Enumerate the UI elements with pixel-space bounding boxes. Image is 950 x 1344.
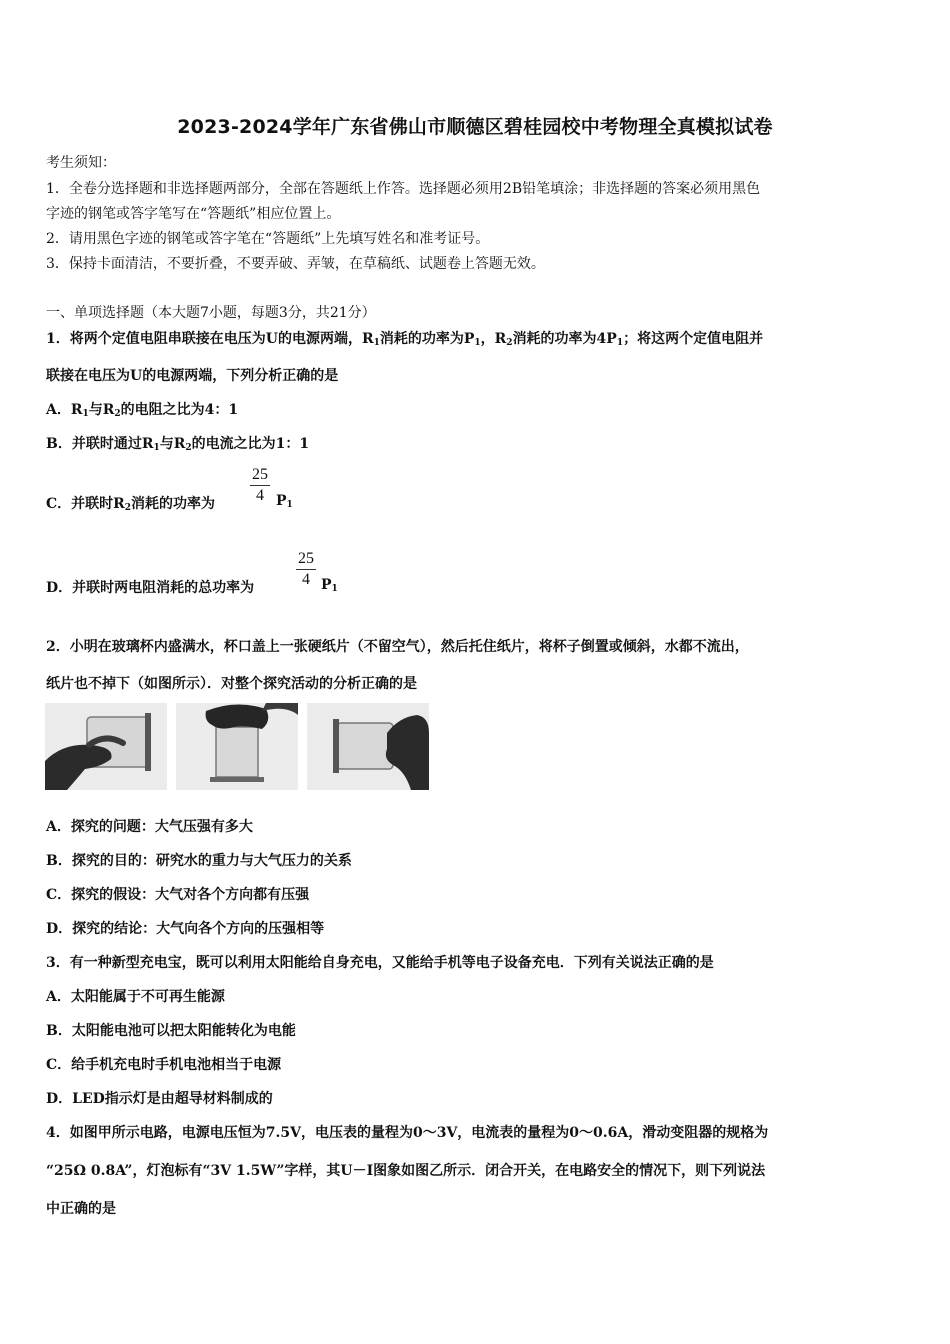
q2-option-a: A．探究的问题：大气压强有多大 bbox=[46, 819, 253, 835]
q1-option-d: D．并联时两电阻消耗的总功率为 bbox=[46, 580, 255, 596]
q4-stem-line1: 4．如图甲所示电路，电源电压恒为7.5V，电压表的量程为0～3V，电流表的量程为0～0.6A，滑动变阻器的规格为 bbox=[46, 1125, 769, 1141]
q1-option-a: A．$R_1$与$R_2$的电阻之比为4：1 bbox=[46, 402, 239, 419]
q4-stem-line2: “25Ω 0.8A”，灯泡标有“3V 1.5W”字样，其U－I图象如图乙所示．闭合开关，在电路安全的情况下，则下列说法 bbox=[46, 1163, 766, 1179]
notice-heading: 考生须知： bbox=[46, 155, 116, 171]
q1-option-c: C．并联时$R_2$消耗的功率为 bbox=[46, 496, 216, 513]
q2-option-d: D．探究的结论：大气向各个方向的压强相等 bbox=[46, 921, 325, 937]
notice-item: 字迹的钢笔或答字笔写在“答题纸”相应位置上。 bbox=[46, 206, 341, 222]
section-heading: 一、单项选择题（本大题7小题，每题3分，共21分） bbox=[46, 305, 376, 321]
q2-stem-line1: 2．小明在玻璃杯内盛满水，杯口盖上一张硬纸片（不留空气），然后托住纸片，将杯子倒置或倾斜，水都不流出， bbox=[46, 639, 749, 655]
q3-option-b: B．太阳能电池可以把太阳能转化为电能 bbox=[46, 1023, 296, 1039]
page-title: 2023-2024学年广东省佛山市顺德区碧桂园校中考物理全真模拟试卷 bbox=[177, 116, 773, 138]
fraction-25-over-4: $\frac{25}{4}$ bbox=[298, 550, 314, 588]
experiment-photo-2 bbox=[176, 703, 298, 790]
q3-option-d: D．LED指示灯是由超导材料制成的 bbox=[46, 1091, 273, 1107]
q3-option-c: C．给手机充电时手机电池相当于电源 bbox=[46, 1057, 282, 1073]
q1-stem-line1: 1．将两个定值电阻串联接在电压为U的电源两端，$R_1$消耗的功率为$P_1$，$R_2$消耗的功率为$4P_1$；将这两个定值电阻并 bbox=[46, 331, 764, 348]
q2-stem-line2: 纸片也不掉下（如图所示）．对整个探究活动的分析正确的是 bbox=[46, 676, 417, 692]
q3-option-a: A．太阳能属于不可再生能源 bbox=[46, 989, 225, 1005]
q1-stem-line2: 联接在电压为U的电源两端，下列分析正确的是 bbox=[46, 368, 339, 384]
p1-symbol: $P_1$ bbox=[321, 577, 338, 594]
q4-stem-line3: 中正确的是 bbox=[46, 1201, 116, 1217]
q2-option-c: C．探究的假设：大气对各个方向都有压强 bbox=[46, 887, 310, 903]
q1-option-b: B．并联时通过$R_1$与$R_2$的电流之比为1：1 bbox=[46, 436, 310, 453]
experiment-photo-1 bbox=[45, 703, 167, 790]
q2-option-b: B．探究的目的：研究水的重力与大气压力的关系 bbox=[46, 853, 352, 869]
notice-item: 1．全卷分选择题和非选择题两部分，全部在答题纸上作答。选择题必须用2B铅笔填涂；非选择题的答案必须用黑色 bbox=[46, 181, 761, 197]
p1-symbol: $P_1$ bbox=[276, 493, 293, 510]
notice-item: 3．保持卡面清洁，不要折叠，不要弄破、弄皱，在草稿纸、试题卷上答题无效。 bbox=[46, 256, 545, 272]
experiment-photo-3 bbox=[307, 703, 429, 790]
fraction-25-over-4: $\frac{25}{4}$ bbox=[252, 466, 268, 504]
q3-stem: 3．有一种新型充电宝，既可以利用太阳能给自身充电，又能给手机等电子设备充电．下列有关说法正确的是 bbox=[46, 955, 714, 971]
notice-item: 2．请用黑色字迹的钢笔或答字笔在“答题纸”上先填写姓名和准考证号。 bbox=[46, 231, 490, 247]
